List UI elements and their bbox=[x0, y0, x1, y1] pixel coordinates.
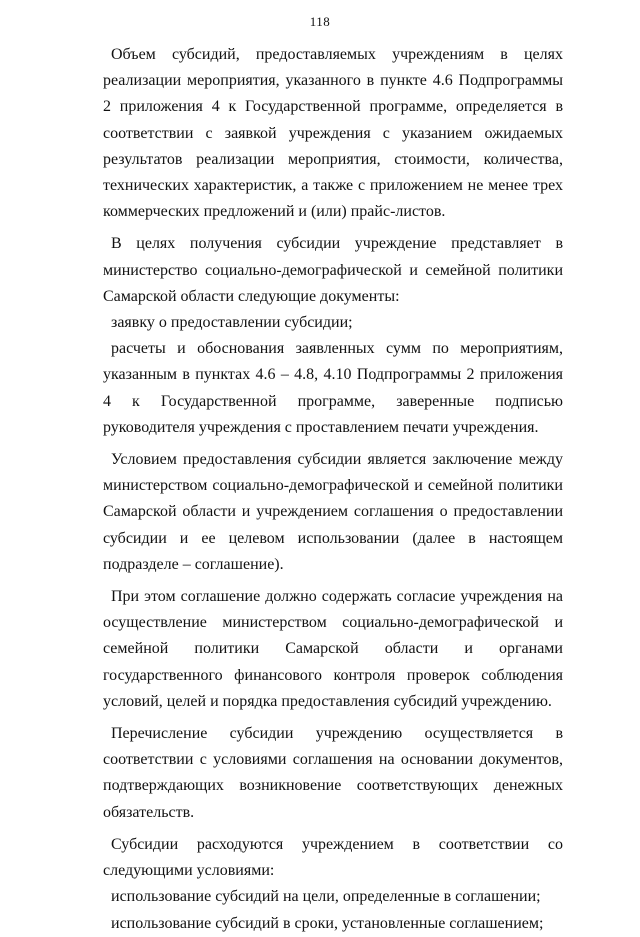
paragraph-agreement-condition: Условием предоставления субсидии является заключение между министерством социально-демографической и семейной политики Самарской области и учреждением соглашения о предоставлении субсидии и ее целевом использовании (далее в настоящем подразделе – соглашение). bbox=[103, 451, 563, 573]
paragraph-spending-conditions: Субсидии расходуются учреждением в соответствии со следующими условиями: bbox=[103, 835, 563, 880]
paragraph-documents-intro: В целях получения субсидии учреждение представляет в министерство социально-демографической и семейной политики Самарской области следующие документы: bbox=[103, 235, 563, 305]
paragraph-subsidy-volume: Объем субсидий, предоставляемых учреждениям в целях реализации мероприятия, указанного в пункте 4.6 Подпрограммы 2 приложения 4 к Государственной программе, определяется в соответствии с заявкой учреждения с указанием ожидаемых результатов реализации мероприятия, стоимости, количества, технических характеристик, а также с приложением не менее трех коммерческих предложений и (или) прайс-листов. bbox=[103, 46, 563, 221]
paragraph-condition-deadline: использование субсидий в сроки, установленные соглашением; bbox=[111, 914, 544, 932]
paragraph-calculations-item: расчеты и обоснования заявленных сумм по мероприятиям, указанным в пунктах 4.6 – 4.8, 4.10 Подпрограммы 2 приложения 4 к Государственной программе, заверенные подписью руководителя учреждения с проставлением печати учреждения. bbox=[103, 340, 563, 436]
paragraph-condition-purpose: использование субсидий на цели, определенные в соглашении; bbox=[111, 888, 541, 906]
paragraph-application-item: заявку о предоставлении субсидии; bbox=[111, 314, 353, 332]
page-number: 118 bbox=[309, 14, 331, 29]
paragraph-agreement-consent: При этом соглашение должно содержать согласие учреждения на осуществление министерством социально-демографической и семейной политики Самарской области и органами государственного финансового контроля проверок соблюдения условий, целей и порядка предоставления субсидий учреждению. bbox=[103, 588, 563, 710]
document-body bbox=[103, 42, 563, 937]
paragraph-transfer: Перечисление субсидии учреждению осуществляется в соответствии с условиями соглашения на основании документов, подтверждающих возникновение соответствующих денежных обязательств. bbox=[103, 725, 563, 821]
